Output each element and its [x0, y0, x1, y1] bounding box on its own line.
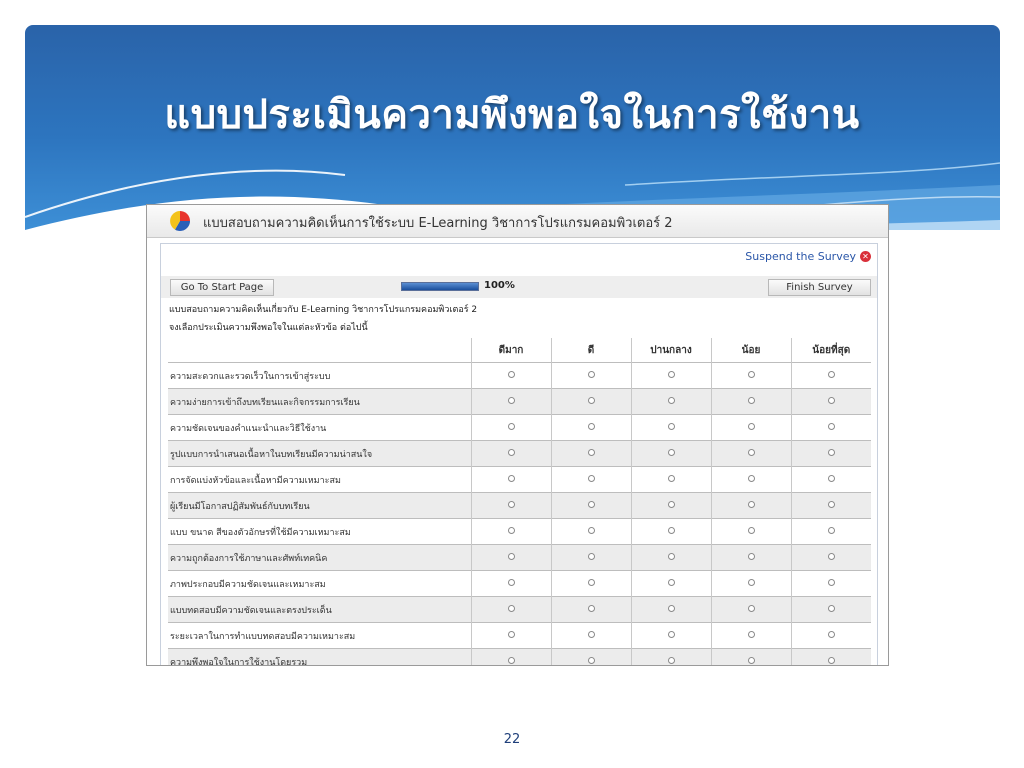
question-label: ความถูกต้องการใช้ภาษาและศัพท์เทคนิค	[168, 545, 471, 571]
radio-good[interactable]	[588, 527, 595, 534]
rating-cell	[551, 441, 631, 467]
rating-cell	[631, 493, 711, 519]
slide-title: แบบประเมินความพึงพอใจในการใช้งาน	[164, 92, 860, 138]
question-label: ระยะเวลาในการทำแบบทดสอบมีความเหมาะสม	[168, 623, 471, 649]
scale-header-good: ดี	[551, 338, 631, 363]
radio-lowest[interactable]	[828, 553, 835, 560]
radio-good[interactable]	[588, 371, 595, 378]
scale-header-moderate: ปานกลาง	[631, 338, 711, 363]
rating-cell	[791, 389, 871, 415]
question-row	[168, 623, 871, 649]
radio-low[interactable]	[748, 371, 755, 378]
radio-moderate[interactable]	[668, 371, 675, 378]
rating-cell	[631, 389, 711, 415]
radio-low[interactable]	[748, 475, 755, 482]
question-row	[168, 519, 871, 545]
rating-cell	[711, 519, 791, 545]
rating-cell	[471, 649, 551, 667]
radio-moderate[interactable]	[668, 605, 675, 612]
radio-good[interactable]	[588, 631, 595, 638]
rating-cell	[471, 441, 551, 467]
radio-good[interactable]	[588, 657, 595, 664]
radio-lowest[interactable]	[828, 657, 835, 664]
radio-moderate[interactable]	[668, 449, 675, 456]
rating-cell	[631, 623, 711, 649]
radio-low[interactable]	[748, 527, 755, 534]
radio-low[interactable]	[748, 501, 755, 508]
survey-instruction-text: จงเลือกประเมินความพึงพอใจในแต่ละหัวข้อ ต่อไปนี้	[169, 323, 368, 333]
radio-lowest[interactable]	[828, 475, 835, 482]
question-row	[168, 597, 871, 623]
radio-moderate[interactable]	[668, 501, 675, 508]
radio-low[interactable]	[748, 631, 755, 638]
close-icon[interactable]: ✕	[860, 251, 871, 262]
question-label: การจัดแบ่งหัวข้อและเนื้อหามีความเหมาะสม	[168, 467, 471, 493]
rating-cell	[551, 519, 631, 545]
rating-cell	[551, 493, 631, 519]
radio-moderate[interactable]	[668, 475, 675, 482]
radio-moderate[interactable]	[668, 657, 675, 664]
survey-screenshot	[146, 204, 889, 666]
rating-cell	[631, 571, 711, 597]
rating-cell	[471, 363, 551, 389]
app-logo-icon	[169, 210, 191, 232]
rating-cell	[791, 467, 871, 493]
question-label: ความพึงพอใจในการใช้งานโดยรวม	[168, 649, 471, 667]
window-titlebar	[147, 205, 888, 238]
radio-low[interactable]	[748, 605, 755, 612]
question-row	[168, 571, 871, 597]
question-label: แบบ ขนาด สีของตัวอักษรที่ใช้มีความเหมาะสม	[168, 519, 471, 545]
survey-panel	[160, 243, 878, 666]
rating-cell	[471, 389, 551, 415]
radio-low[interactable]	[748, 657, 755, 664]
radio-good[interactable]	[588, 553, 595, 560]
progress-label: 100%	[484, 280, 515, 291]
rating-cell	[631, 649, 711, 667]
rating-cell	[791, 623, 871, 649]
rating-cell	[631, 597, 711, 623]
radio-lowest[interactable]	[828, 449, 835, 456]
radio-low[interactable]	[748, 449, 755, 456]
rating-cell	[711, 597, 791, 623]
radio-lowest[interactable]	[828, 423, 835, 430]
radio-lowest[interactable]	[828, 605, 835, 612]
finish-survey-button[interactable]: Finish Survey	[768, 279, 871, 296]
rating-cell	[631, 363, 711, 389]
rating-cell	[711, 441, 791, 467]
question-label: ภาพประกอบมีความชัดเจนและเหมาะสม	[168, 571, 471, 597]
radio-good[interactable]	[588, 579, 595, 586]
radio-excellent[interactable]	[508, 371, 515, 378]
radio-excellent[interactable]	[508, 631, 515, 638]
radio-excellent[interactable]	[508, 475, 515, 482]
radio-moderate[interactable]	[668, 553, 675, 560]
radio-excellent[interactable]	[508, 553, 515, 560]
rating-cell	[471, 545, 551, 571]
window-title: แบบสอบถามความคิดเห็นการใช้ระบบ E-Learning วิชาการโปรแกรมคอมพิวเตอร์ 2	[203, 216, 673, 231]
suspend-survey-link[interactable]	[745, 250, 871, 263]
rating-cell	[791, 493, 871, 519]
radio-moderate[interactable]	[668, 631, 675, 638]
question-row	[168, 363, 871, 389]
survey-intro-text: แบบสอบถามความคิดเห็นเกี่ยวกับ E-Learning วิชาการโปรแกรมคอมพิวเตอร์ 2	[169, 305, 478, 315]
rating-cell	[551, 649, 631, 667]
radio-good[interactable]	[588, 475, 595, 482]
radio-excellent[interactable]	[508, 397, 515, 404]
radio-lowest[interactable]	[828, 527, 835, 534]
rating-cell	[791, 441, 871, 467]
rating-cell	[791, 545, 871, 571]
radio-good[interactable]	[588, 501, 595, 508]
survey-nav-bar	[161, 276, 877, 298]
rating-cell	[551, 389, 631, 415]
scale-header-low: น้อย	[711, 338, 791, 363]
radio-low[interactable]	[748, 423, 755, 430]
rating-cell	[791, 415, 871, 441]
rating-cell	[711, 571, 791, 597]
progress-bar-fill	[402, 283, 478, 290]
rating-cell	[791, 649, 871, 667]
rating-cell	[551, 623, 631, 649]
rating-cell	[551, 467, 631, 493]
rating-cell	[791, 519, 871, 545]
question-label: ผู้เรียนมีโอกาสปฏิสัมพันธ์กับบทเรียน	[168, 493, 471, 519]
radio-excellent[interactable]	[508, 423, 515, 430]
rating-grid	[168, 338, 871, 666]
question-label: ความง่ายการเข้าถึงบทเรียนและกิจกรรมการเรียน	[168, 389, 471, 415]
radio-excellent[interactable]	[508, 605, 515, 612]
rating-cell	[551, 363, 631, 389]
question-label: ความชัดเจนของคำแนะนำและวิธีใช้งาน	[168, 415, 471, 441]
radio-excellent[interactable]	[508, 657, 515, 664]
radio-excellent[interactable]	[508, 449, 515, 456]
rating-cell	[551, 545, 631, 571]
rating-cell	[471, 597, 551, 623]
radio-good[interactable]	[588, 605, 595, 612]
radio-excellent[interactable]	[508, 527, 515, 534]
radio-low[interactable]	[748, 397, 755, 404]
rating-cell	[711, 545, 791, 571]
rating-cell	[631, 415, 711, 441]
radio-good[interactable]	[588, 397, 595, 404]
radio-moderate[interactable]	[668, 423, 675, 430]
radio-moderate[interactable]	[668, 527, 675, 534]
radio-lowest[interactable]	[828, 371, 835, 378]
rating-cell	[711, 363, 791, 389]
radio-lowest[interactable]	[828, 631, 835, 638]
rating-cell	[471, 493, 551, 519]
question-label: รูปแบบการนำเสนอเนื้อหาในบทเรียนมีความน่าสนใจ	[168, 441, 471, 467]
question-row	[168, 493, 871, 519]
question-row	[168, 389, 871, 415]
rating-cell	[471, 519, 551, 545]
question-row	[168, 467, 871, 493]
radio-lowest[interactable]	[828, 397, 835, 404]
rating-cell	[711, 493, 791, 519]
radio-low[interactable]	[748, 579, 755, 586]
rating-cell	[791, 571, 871, 597]
rating-cell	[711, 649, 791, 667]
radio-moderate[interactable]	[668, 579, 675, 586]
rating-cell	[711, 415, 791, 441]
rating-cell	[471, 467, 551, 493]
rating-cell	[711, 467, 791, 493]
radio-good[interactable]	[588, 449, 595, 456]
radio-excellent[interactable]	[508, 579, 515, 586]
suspend-survey-label: Suspend the Survey	[745, 250, 856, 263]
rating-cell	[711, 623, 791, 649]
question-row	[168, 649, 871, 667]
radio-lowest[interactable]	[828, 501, 835, 508]
progress-bar	[401, 282, 479, 291]
scale-header-excellent: ดีมาก	[471, 338, 551, 363]
rating-cell	[471, 623, 551, 649]
rating-cell	[791, 597, 871, 623]
rating-cell	[471, 571, 551, 597]
rating-cell	[791, 363, 871, 389]
radio-excellent[interactable]	[508, 501, 515, 508]
rating-cell	[631, 467, 711, 493]
radio-good[interactable]	[588, 423, 595, 430]
question-label: แบบทดสอบมีความชัดเจนและตรงประเด็น	[168, 597, 471, 623]
rating-cell	[711, 389, 791, 415]
question-label: ความสะดวกและรวดเร็วในการเข้าสู่ระบบ	[168, 363, 471, 389]
radio-low[interactable]	[748, 553, 755, 560]
rating-cell	[551, 571, 631, 597]
question-row	[168, 415, 871, 441]
rating-cell	[631, 441, 711, 467]
rating-cell	[631, 519, 711, 545]
scale-header-lowest: น้อยที่สุด	[791, 338, 871, 363]
question-column-header	[168, 338, 471, 363]
radio-moderate[interactable]	[668, 397, 675, 404]
rating-cell	[471, 415, 551, 441]
question-row	[168, 545, 871, 571]
slide-page-number: 22	[503, 732, 521, 747]
rating-cell	[551, 415, 631, 441]
radio-lowest[interactable]	[828, 579, 835, 586]
rating-cell	[631, 545, 711, 571]
go-to-start-button[interactable]: Go To Start Page	[170, 279, 274, 296]
rating-header-row	[168, 338, 871, 363]
question-row	[168, 441, 871, 467]
rating-cell	[551, 597, 631, 623]
